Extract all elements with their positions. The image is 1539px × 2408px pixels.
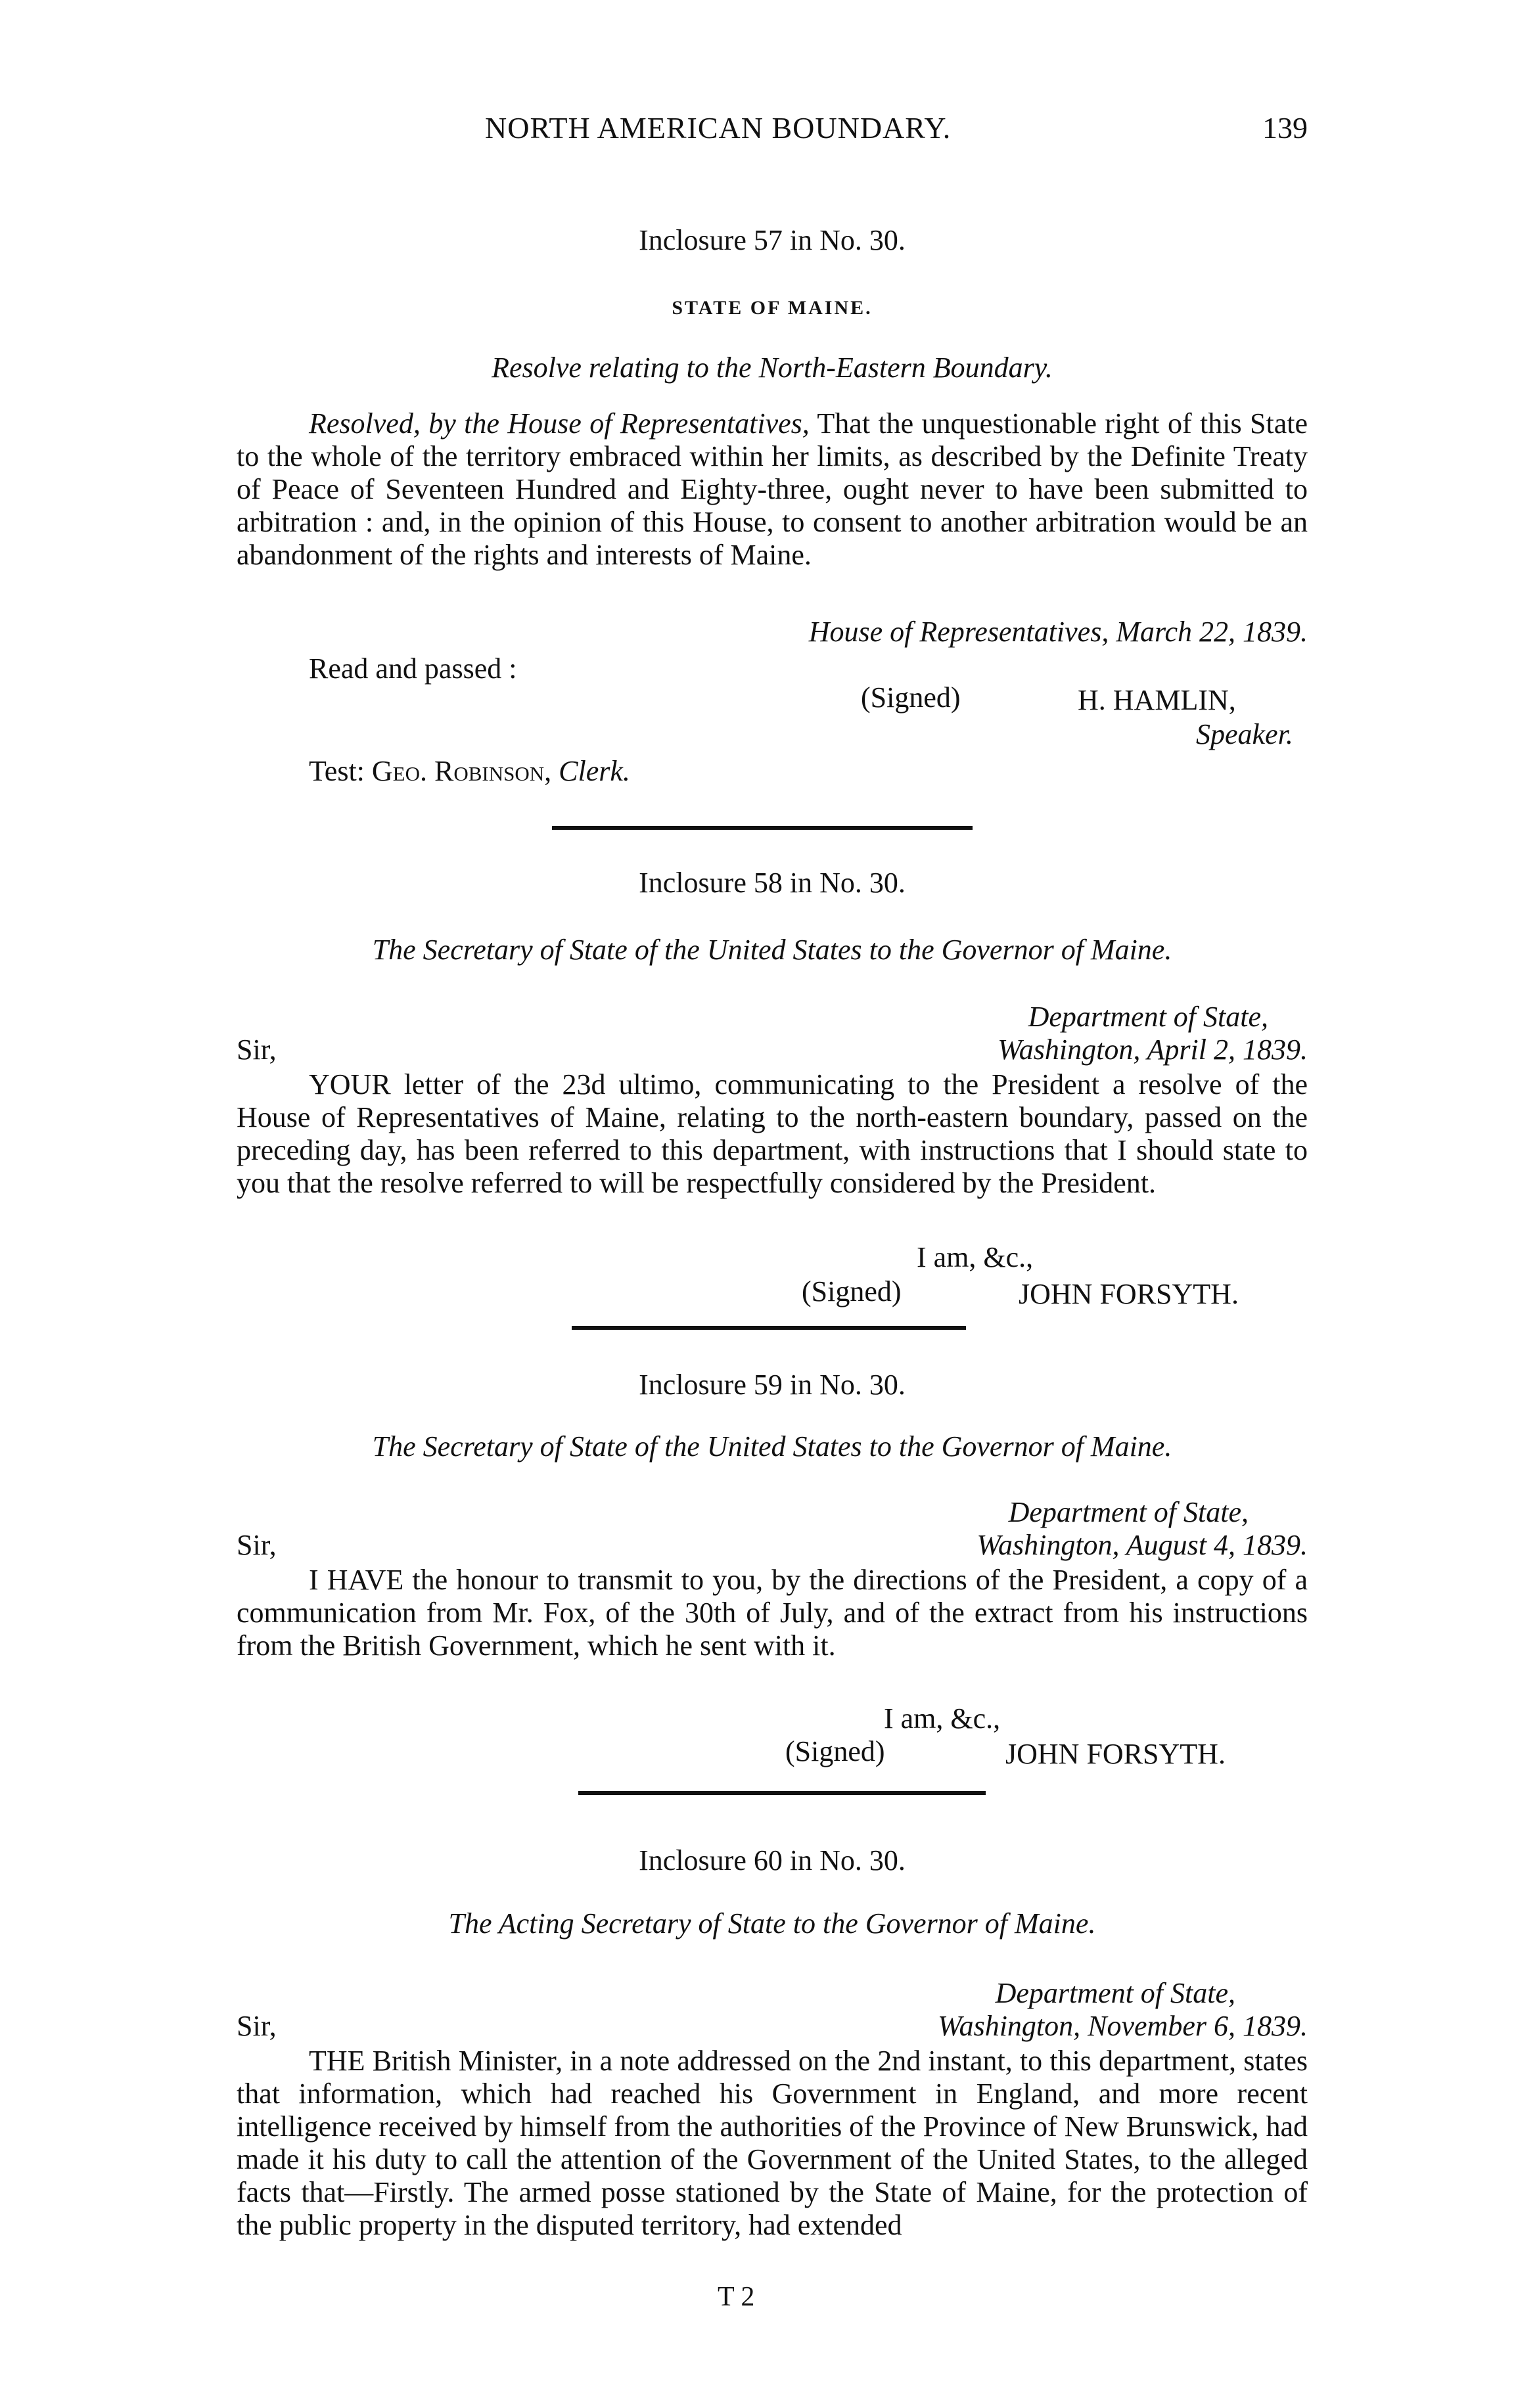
signer-title-speaker: Speaker.: [1196, 718, 1293, 750]
inclosure-59-salutation: Sir,: [237, 1529, 277, 1561]
resolution-text: That the unquestionable right of this State to the whole of the territory embraced within her limits, as described by the Definite Treaty of Peace of Seventeen Hundred and Eighty-three, ought never to have been submitted to arbitration : and, in the opinion of this House, to consent to another arbitration would be an abandonment of the rights and interests of Maine.: [237, 407, 1308, 571]
inclosure-58-text: YOUR letter of the 23d ultimo, communicating to the President a resolve of the House of Representatives of Maine, relating to the north-eastern boundary, passed on the preceding day, has been referred to this department, with instructions that I should state to you that the resolve referred to will be respectfully considered by the President.: [237, 1068, 1308, 1199]
running-title: NORTH AMERICAN BOUNDARY.: [485, 111, 952, 145]
running-head: [237, 110, 1308, 150]
inclosure-59-date: Washington, August 4, 1839.: [976, 1529, 1308, 1561]
inclosure-59-closing: I am, &c.,: [884, 1702, 1001, 1735]
test-line: [309, 754, 630, 788]
read-and-passed: Read and passed :: [309, 652, 517, 685]
inclosure-58-place: Department of State,: [1028, 1001, 1268, 1033]
test-title: Clerk.: [559, 755, 630, 787]
signature-mark: T 2: [718, 2282, 755, 2312]
inclosure-58-paragraph: [237, 1068, 1308, 1200]
resolution-lead: Resolved, by the House of Representatives,: [309, 407, 810, 440]
signer-hamlin: H. HAMLIN,: [1078, 684, 1236, 716]
inclosure-60-paragraph: [237, 2045, 1308, 2242]
page-number: 139: [1262, 111, 1308, 145]
signed-label-57: (Signed): [861, 681, 961, 714]
signed-label-59: (Signed): [785, 1735, 885, 1767]
resolution-paragraph: [237, 407, 1308, 572]
inclosure-60-salutation: Sir,: [237, 2010, 277, 2042]
inclosure-59-text: I HAVE the honour to transmit to you, by the directions of the President, a copy of a communication from Mr. Fox, of the 30th of July, and of the extract from his instructions from the British Government, which he sent with it.: [237, 1564, 1308, 1662]
section-divider: [552, 826, 973, 830]
inclosure-57-subheading: Resolve relating to the North-Eastern Boundary.: [492, 352, 1053, 384]
section-divider: [578, 1791, 986, 1795]
inclosure-60-heading: Inclosure 60 in No. 30.: [639, 1844, 906, 1876]
inclosure-60-place: Department of State,: [995, 1977, 1235, 2009]
state-heading: STATE OF MAINE.: [672, 297, 873, 319]
signer-forsyth-58: JOHN FORSYTH.: [1019, 1278, 1239, 1310]
inclosure-59-place: Department of State,: [1008, 1496, 1249, 1528]
inclosure-60-text: THE British Minister, in a note addressed on the 2nd instant, to this department, states that information, which had reached his Government in England, and more recent intelligence received by himself from the authorities of the Province of New Brunswick, had made it his duty to call the attention of the Government of the United States, to the alleged facts that—Firstly. The armed posse stationed by the State of Maine, for the protection of the public property in the disputed territory, had extended: [237, 2045, 1308, 2241]
test-name: Geo. Robinson,: [371, 755, 552, 787]
inclosure-59-paragraph: [237, 1564, 1308, 1662]
inclosure-58-date: Washington, April 2, 1839.: [998, 1034, 1308, 1066]
section-divider: [572, 1326, 966, 1330]
inclosure-58-heading: Inclosure 58 in No. 30.: [639, 867, 906, 899]
signed-label-58: (Signed): [802, 1275, 902, 1307]
inclosure-59-subheading: The Secretary of State of the United States to the Governor of Maine.: [372, 1430, 1172, 1463]
inclosure-57-heading: Inclosure 57 in No. 30.: [639, 224, 906, 256]
signer-forsyth-59: JOHN FORSYTH.: [1005, 1738, 1226, 1770]
inclosure-60-date: Washington, November 6, 1839.: [937, 2010, 1308, 2042]
house-dateline: House of Representatives, March 22, 1839.: [808, 616, 1308, 648]
inclosure-59-heading: Inclosure 59 in No. 30.: [639, 1369, 906, 1401]
inclosure-58-closing: I am, &c.,: [917, 1241, 1034, 1273]
inclosure-58-salutation: Sir,: [237, 1034, 277, 1066]
test-label: Test:: [309, 755, 365, 787]
inclosure-58-subheading: The Secretary of State of the United States to the Governor of Maine.: [372, 934, 1172, 966]
inclosure-60-subheading: The Acting Secretary of State to the Governor of Maine.: [448, 1907, 1096, 1940]
